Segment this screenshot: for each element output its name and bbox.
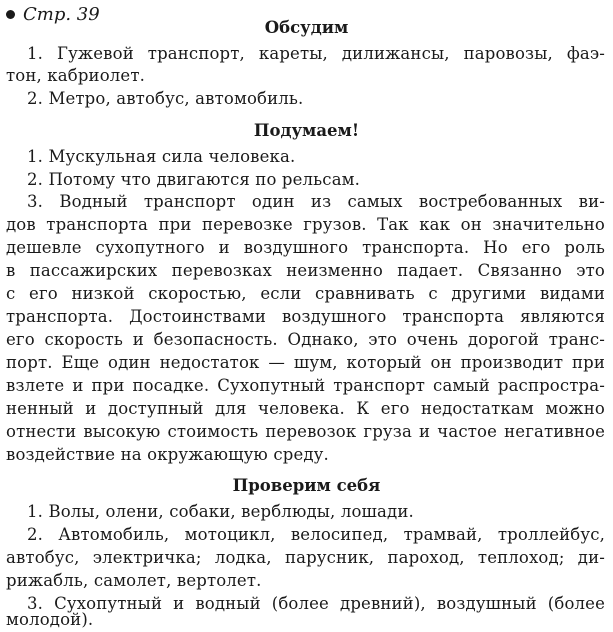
text-line: транспорта. Достоинствами воздушного транспорта являются [6, 307, 605, 326]
text-line: 3. Сухопутный и водный (более древний), воздушный (более [27, 594, 605, 613]
text-line: 3. Водный транспорт один из самых востребованных ви- [27, 192, 605, 211]
text-line: 2. Автомобиль, мотоцикл, велосипед, трамвай, троллейбус, [27, 525, 605, 544]
text-line: дешевле сухопутного и воздушного транспорта. Но его роль [6, 238, 605, 257]
text-line: взлете и при посадке. Сухопутный транспорт самый распростра- [6, 376, 605, 395]
text-line: рижабль, самолет, вертолет. [6, 571, 262, 590]
section-title-think: Подумаем! [253, 121, 360, 140]
text-line: 1. Гужевой транспорт, кареты, дилижансы, паровозы, фаэ- [27, 44, 605, 63]
text-line: в пассажирских перевозках неизменно падает. Связанно это [6, 261, 605, 280]
text-line: ненный и доступный для человека. К его недостаткам можно [6, 399, 605, 418]
text-line: автобус, электричка; лодка, парусник, пароход, теплоход; ди- [6, 548, 605, 567]
text-line: 2. Метро, автобус, автомобиль. [27, 89, 304, 108]
text-line: 1. Волы, олени, собаки, верблюды, лошади. [27, 502, 414, 521]
text-line: молодой). [6, 610, 94, 629]
text-line: 1. Мускульная сила человека. [27, 147, 296, 166]
text-line: с его низкой скоростью, если сравнивать с другими видами [6, 284, 605, 303]
text-line: порт. Еще один недостаток — шум, который он производит при [6, 353, 605, 372]
text-line: его скорость и безопасность. Однако, это очень дорогой транс- [6, 330, 605, 349]
text-line: воздействие на окружающую среду. [6, 445, 329, 464]
section-title-check: Проверим себя [232, 476, 381, 495]
text-line: отнести высокую стоимость перевозок груза и частое негативное [6, 422, 605, 441]
text-line: тон, кабриолет. [6, 66, 145, 85]
text-line: 2. Потому что двигаются по рельсам. [27, 170, 361, 189]
page-reference: Стр. 39 [23, 3, 100, 25]
text-line: дов транспорта при перевозке грузов. Так как он значительно [6, 215, 605, 234]
section-title-discuss: Обсудим [264, 18, 349, 37]
